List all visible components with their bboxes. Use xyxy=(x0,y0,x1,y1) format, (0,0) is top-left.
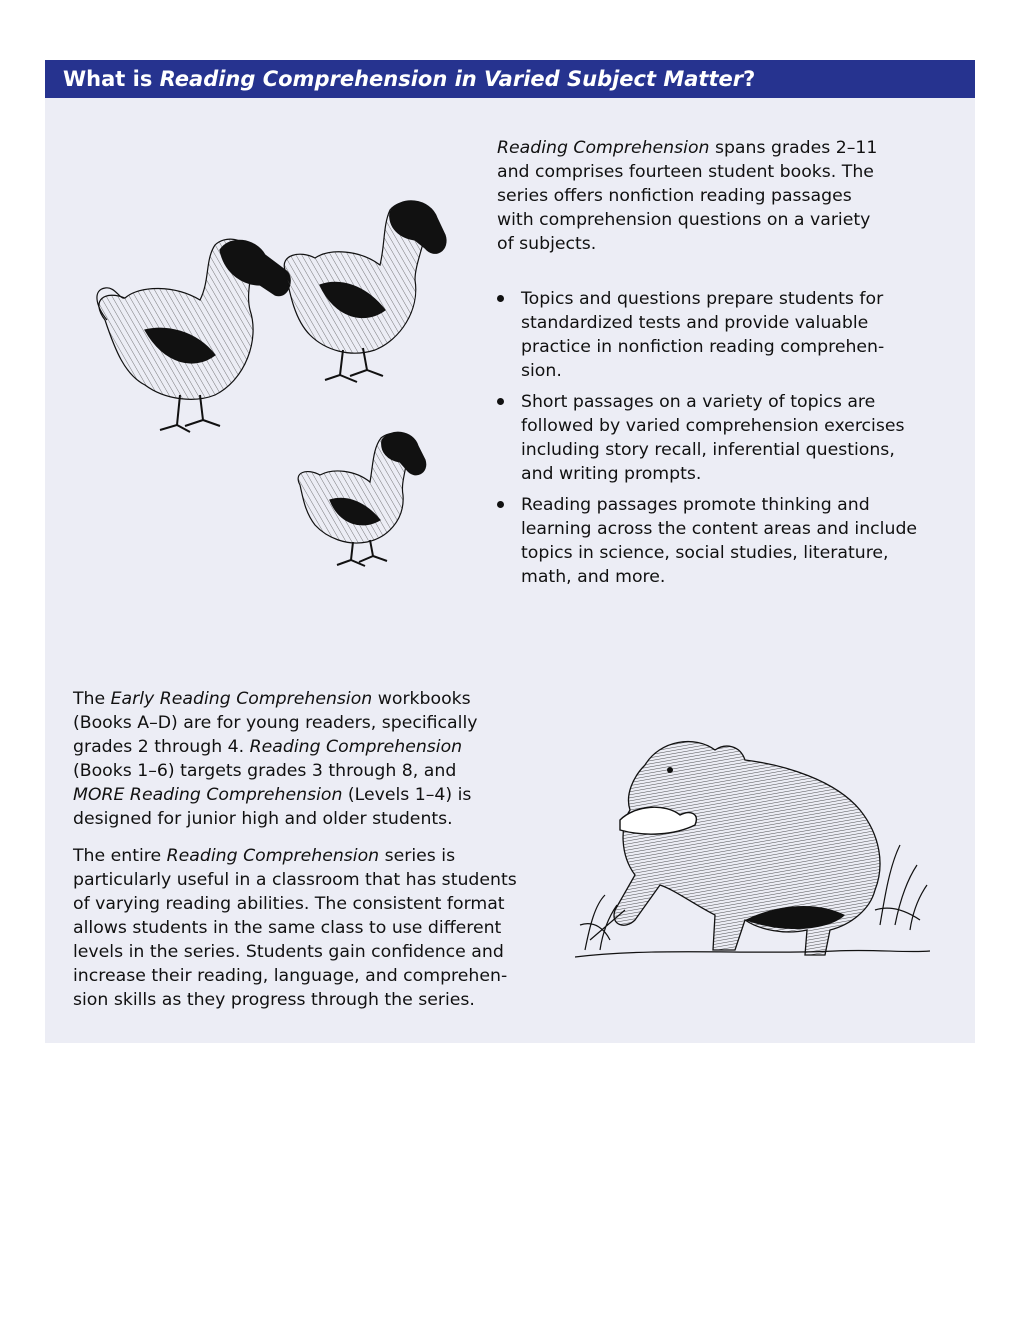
feature-bullet-list xyxy=(497,287,942,596)
dodo-bird-1 xyxy=(97,239,290,432)
section-header xyxy=(45,60,975,98)
grass-right xyxy=(875,845,927,930)
bear-body xyxy=(614,742,880,955)
bullet-line: followed by varied comprehension exercises xyxy=(521,416,905,436)
bullet-line: Reading passages promote thinking and xyxy=(521,495,870,515)
bear-with-fish-illustration xyxy=(575,725,930,965)
bullet-line: standardized tests and provide valuable xyxy=(521,313,869,333)
bullet-line: and writing prompts. xyxy=(521,464,702,484)
intro-line-1: spans grades 2–11 xyxy=(709,138,878,158)
dodo-bird-3 xyxy=(298,432,426,566)
bullet-dot-icon xyxy=(497,501,504,508)
p2-text: The entire xyxy=(73,846,167,866)
bullet-line: practice in nonfiction reading comprehen- xyxy=(521,337,885,357)
bullet-item xyxy=(497,287,942,383)
p2-line: particularly useful in a classroom that has students xyxy=(73,870,517,890)
bullet-line: topics in science, social studies, literature, xyxy=(521,543,889,563)
p2-line: levels in the series. Students gain confidence and xyxy=(73,942,504,962)
series-levels-paragraph xyxy=(73,687,523,831)
intro-line-4: with comprehension questions on a variety xyxy=(497,210,871,230)
bullet-line: Topics and questions prepare students for xyxy=(521,289,884,309)
p2-line: of varying reading abilities. The consistent format xyxy=(73,894,505,914)
ground xyxy=(575,950,930,957)
bullet-line: Short passages on a variety of topics are xyxy=(521,392,876,412)
intro-italic-title: Reading Comprehension xyxy=(497,138,710,158)
p1-line: designed for junior high and older students. xyxy=(73,809,453,829)
dodo-bird-2 xyxy=(284,201,446,382)
bullet-line: math, and more. xyxy=(521,567,666,587)
p1-italic-title: Early Reading Comprehension xyxy=(110,689,373,709)
p2-line: sion skills as they progress through the series. xyxy=(73,990,475,1010)
p1-line: (Books 1–6) targets grades 3 through 8, and xyxy=(73,761,457,781)
intro-paragraph xyxy=(497,136,937,256)
series-benefits-paragraph xyxy=(73,844,553,1012)
header-title-prefix: What is xyxy=(63,67,160,91)
p1-italic-title: Reading Comprehension xyxy=(249,737,463,757)
p2-line: allows students in the same class to use different xyxy=(73,918,502,938)
bullet-dot-icon xyxy=(497,295,504,302)
p2-text: series is xyxy=(379,846,456,866)
intro-line-2: and comprises fourteen student books. The xyxy=(497,162,874,182)
p1-text: The xyxy=(73,689,111,709)
bullet-dot-icon xyxy=(497,398,504,405)
p2-line: increase their reading, language, and comprehen- xyxy=(73,966,508,986)
bear-eye xyxy=(667,767,673,773)
dodo-birds-illustration xyxy=(85,190,455,575)
p1-line: (Books A–D) are for young readers, specifically xyxy=(73,713,478,733)
header-title-suffix: ? xyxy=(743,67,756,91)
bullet-item xyxy=(497,493,942,589)
p1-text: workbooks xyxy=(372,689,471,709)
p2-italic-title: Reading Comprehension xyxy=(166,846,380,866)
p1-text: (Levels 1–4) is xyxy=(342,785,472,805)
bullet-line: including story recall, inferential questions, xyxy=(521,440,895,460)
header-title-italic: Reading Comprehension in Varied Subject Matter xyxy=(159,67,744,91)
p1-text: grades 2 through 4. xyxy=(73,737,250,757)
p1-italic-title: MORE Reading Comprehension xyxy=(73,785,343,805)
bullet-line: learning across the content areas and include xyxy=(521,519,918,539)
bullet-item xyxy=(497,390,942,486)
intro-line-3: series offers nonfiction reading passages xyxy=(497,186,852,206)
intro-line-5: of subjects. xyxy=(497,234,597,254)
bullet-line: sion. xyxy=(521,361,562,381)
